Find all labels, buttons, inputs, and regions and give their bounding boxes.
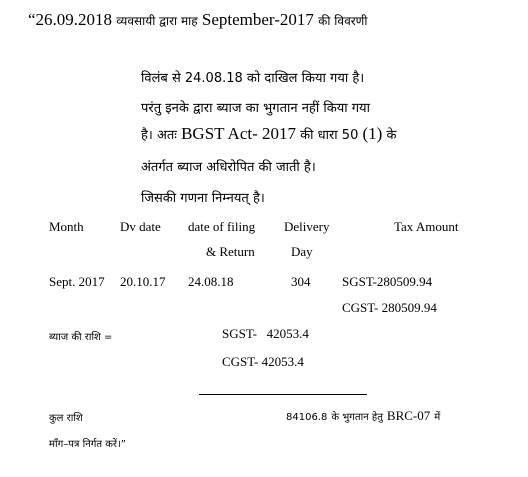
para-line-2: परंतु इनके द्वारा ब्याज का भुगतान नहीं किया गया [141,101,370,116]
interest-label: ब्याज की राशि = [49,332,113,343]
para-line-4: अंतर्गत ब्याज अधिरोपित की जाती है। [141,160,316,175]
divider-line [199,394,367,395]
cell-filing-date: 24.08.18 [188,274,234,289]
title-hindi-1: व्यवसायी द्वारा माह [116,14,198,28]
header-day: Day [291,244,313,259]
header-dv-date: Dv date [120,219,161,234]
para-line-3-hi2: की धारा 50 [300,128,359,143]
header-date-of-filing: date of filing [188,219,256,234]
para-subsection: (1) [362,124,383,143]
cell-sgst: SGST-280509.94 [342,274,433,289]
total-amount: 84106.8 [286,412,328,423]
header-tax-amount: Tax Amount [394,219,459,234]
title-hindi-2: की विवरणी [318,14,368,28]
demand-note-line: माँग–पत्र निर्गत करें।” [49,439,126,450]
payment-text: के भुगतान हेतु [331,412,383,423]
header-return: & Return [206,244,255,259]
total-label: कुल राशि [49,413,83,424]
para-line-1: विलंब से 24.08.18 को दाखिल किया गया है। [141,71,365,86]
document-title [28,10,367,30]
payment-text-end: में [434,412,441,423]
header-month: Month [49,219,84,234]
para-line-3-hi3: के [386,128,397,143]
para-line-5: जिसकी गणना निम्नयत् है। [141,191,265,206]
cell-month: Sept. 2017 [49,274,105,289]
total-line [286,407,440,425]
form-name: BRC-07 [386,408,431,423]
para-line-3 [141,124,396,144]
title-date: “26.09.2018 [28,10,113,29]
para-act-name: BGST Act- 2017 [181,124,296,143]
interest-cgst: CGST- 42053.4 [222,354,304,369]
cell-dv-date: 20.10.17 [120,274,166,289]
header-delivery: Delivery [284,219,330,234]
para-line-3-hi1: है। अतः [141,128,177,143]
title-month: September-2017 [201,10,314,29]
cell-cgst: CGST- 280509.94 [342,300,437,315]
interest-sgst: SGST- 42053.4 [222,326,309,341]
cell-delay-days: 304 [291,274,311,289]
